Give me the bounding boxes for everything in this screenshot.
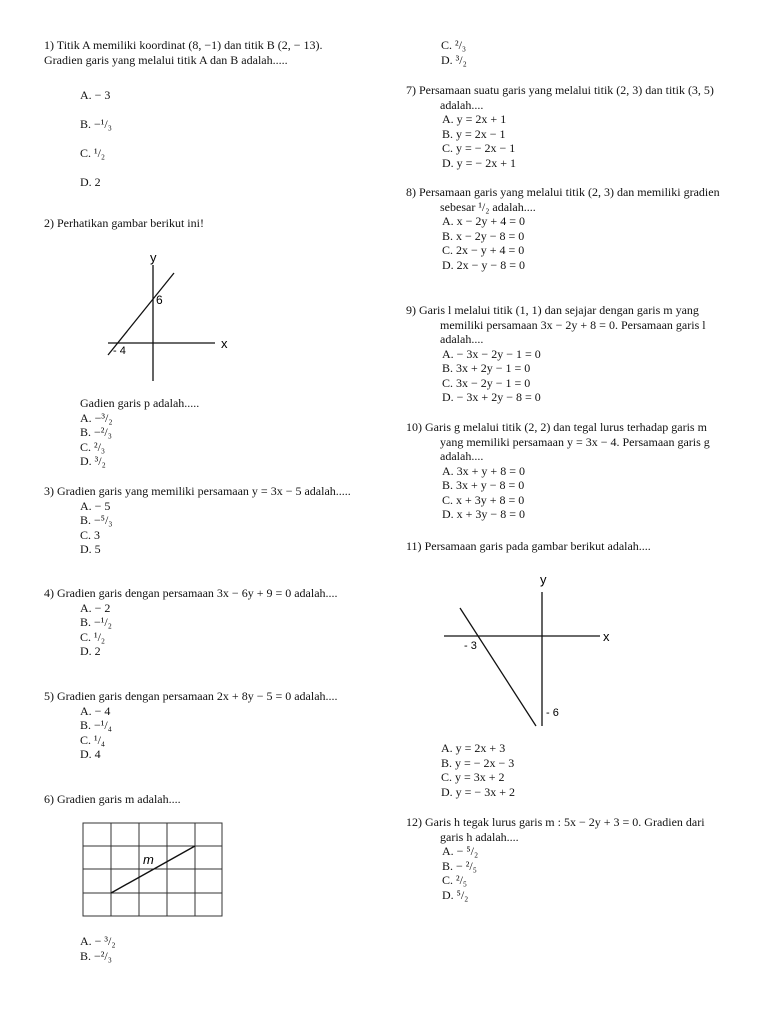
option[interactable]: C. y = 3x + 2 [441, 770, 505, 784]
question-2-options [80, 396, 360, 469]
question-6-options [80, 934, 360, 963]
question-2-subtext: Gadien garis p adalah..... [80, 396, 200, 410]
question-12-text: Garis h tegak lurus garis m : 5x − 2y + 3 = 0. Gradien dari garis h adalah.... [425, 815, 705, 844]
option[interactable]: D. y = − 3x + 2 [441, 784, 515, 799]
option[interactable]: D. ⁵/₂ [442, 887, 469, 902]
option[interactable]: C. ²/₃ [80, 439, 106, 454]
y-intercept-label: 6 [156, 293, 163, 307]
question-2: 2) Perhatikan gambar berikut ini! [44, 216, 204, 230]
x-intercept-label: - 4 [113, 345, 126, 357]
question-1-text: Titik A memiliki koordinat (8, −1) dan titik B (2, − 13). Gradien garis yang melalui titik A dan B adalah..... [44, 38, 323, 67]
option[interactable]: B. − ²/₅ [442, 858, 477, 873]
question-10: 10) Garis g melalui titik (2, 2) dan tegal lurus terhadap garis m yang memiliki persamaan y = 3x − 4. Persamaan garis g adalah.... A. 3x + y + 8 = 0 B. 3x + y − 8 = 0 C. x + 3y + 8 = 0 D. x + 3y − 8 = 0 [406, 420, 726, 522]
option[interactable]: A. − 4 [80, 703, 111, 718]
option[interactable]: A. x − 2y + 4 = 0 [442, 214, 525, 228]
question-3: 3) Gradien garis yang memiliki persamaan y = 3x − 5 adalah..... A. − 5 B. −⁵/₃ C. 3 D. 5 [44, 484, 364, 557]
option[interactable]: D. 4 [80, 747, 101, 761]
option[interactable]: D. ³/₂ [441, 52, 467, 67]
option[interactable]: C. y = − 2x − 1 [442, 141, 516, 155]
x-axis-label: x [603, 629, 610, 644]
option[interactable]: C. ¹/₄ [80, 732, 106, 747]
graph-line [460, 608, 536, 726]
option[interactable]: B. y = 2x − 1 [442, 126, 506, 141]
question-10-text: Garis g melalui titik (2, 2) dan tegal lurus terhadap garis m yang memiliki persamaan y = 3x − 4. Persamaan garis g adalah.... [425, 420, 710, 463]
question-12: 12) Garis h tegak lurus garis m : 5x − 2y + 3 = 0. Gradien dari garis h adalah.... A. − ⁵/₂ B. − ²/₅ C. ²/₅ D. ⁵/₂ [406, 815, 726, 902]
option[interactable]: C. 3 [80, 527, 101, 542]
question-2-text: Perhatikan gambar berikut ini! [57, 216, 204, 230]
option[interactable]: A. −³/₂ [80, 410, 113, 425]
question-5: 5) Gradien garis dengan persamaan 2x + 8y − 5 = 0 adalah.... A. − 4 B. −¹/₄ C. ¹/₄ D. 4 [44, 689, 364, 762]
option[interactable]: D. x + 3y − 8 = 0 [442, 507, 525, 521]
question-1: 1) Titik A memiliki koordinat (8, −1) dan titik B (2, − 13). Gradien garis yang melalui titik A dan B adalah..... A. − 3 B. −¹/₃ C. ¹/₂ D. 2 [44, 38, 364, 197]
option[interactable]: A. y = 2x + 1 [442, 112, 507, 126]
y-axis-label: y [150, 250, 157, 265]
question-4: 4) Gradien garis dengan persamaan 3x − 6y + 9 = 0 adalah.... A. − 2 B. −¹/₂ C. ¹/₂ D. 2 [44, 586, 364, 659]
question-9: 9) Garis l melalui titik (1, 1) dan sejajar dengan garis m yang memiliki persamaan 3x − 2y + 8 = 0. Persamaan garis l adalah.... A. − 3x − 2y − 1 = 0 B. 3x + 2y − 1 = 0 C. 3x − 2y − 1 = 0 D. − 3x + 2y − 8 = 0 [406, 303, 726, 405]
question-11-options [441, 741, 721, 799]
option[interactable]: A. − 5 [80, 498, 111, 513]
option[interactable]: A. − ³/₂ [80, 934, 116, 948]
option[interactable]: C. ²/₃ [441, 38, 467, 52]
line-m-label: m [143, 852, 154, 867]
question-11-text: Persamaan garis pada gambar berikut adalah.... [424, 539, 651, 553]
option[interactable]: B. −¹/₂ [80, 615, 112, 629]
question-6-options-continued [441, 38, 721, 67]
option[interactable]: A. − 3x − 2y − 1 = 0 [442, 346, 541, 361]
figure-q11-graph [440, 568, 620, 738]
option[interactable]: B. 3x + 2y − 1 = 0 [442, 361, 531, 375]
option[interactable]: C. ¹/₂ [80, 629, 106, 644]
figure-q2-graph [80, 245, 240, 385]
option[interactable]: B. −²/₃ [80, 948, 112, 963]
option[interactable]: B. 3x + y − 8 = 0 [442, 478, 525, 492]
question-5-text: Gradien garis dengan persamaan 2x + 8y − 5 = 0 adalah.... [57, 689, 338, 703]
option[interactable]: D. y = − 2x + 1 [442, 155, 516, 170]
option[interactable]: D. − 3x + 2y − 8 = 0 [442, 390, 541, 404]
option[interactable]: A. − ⁵/₂ [442, 844, 479, 858]
option[interactable]: B. −⁵/₃ [80, 513, 113, 527]
option[interactable]: B. y = − 2x − 3 [441, 755, 515, 770]
question-6-text: Gradien garis m adalah.... [57, 792, 181, 806]
option[interactable]: A. − 2 [80, 600, 111, 615]
question-9-text: Garis l melalui titik (1, 1) dan sejajar dengan garis m yang memiliki persamaan 3x − 2y + 8 = 0. Persamaan garis l adalah.... [419, 303, 706, 346]
y-axis-label: y [540, 572, 547, 587]
question-8: 8) Persamaan garis yang melalui titik (2, 3) dan memiliki gradien sebesar ¹/₂ adalah.... A. x − 2y + 4 = 0 B. x − 2y − 8 = 0 C. 2x − y + 4 = 0 D. 2x − y − 8 = 0 [406, 185, 726, 272]
option[interactable]: C. 2x − y + 4 = 0 [442, 243, 525, 257]
option[interactable]: D. 2 [80, 644, 101, 658]
question-11: 11) Persamaan garis pada gambar berikut adalah.... [406, 539, 651, 553]
option[interactable]: D. 2x − y − 8 = 0 [442, 257, 525, 272]
option[interactable]: A. y = 2x + 3 [441, 741, 506, 755]
question-7: 7) Persamaan suatu garis yang melalui titik (2, 3) dan titik (3, 5) adalah.... A. y = 2x + 1 B. y = 2x − 1 C. y = − 2x − 1 D. y = − 2x + 1 [406, 83, 726, 170]
option[interactable]: A. − 3 [80, 88, 111, 102]
option[interactable]: C. x + 3y + 8 = 0 [442, 492, 525, 507]
option[interactable]: B. −¹/₃ [80, 117, 112, 131]
option[interactable]: B. −²/₃ [80, 425, 112, 439]
question-4-text: Gradien garis dengan persamaan 3x − 6y + 9 = 0 adalah.... [57, 586, 338, 600]
question-3-text: Gradien garis yang memiliki persamaan y = 3x − 5 adalah..... [57, 484, 351, 498]
figure-q6-grid [82, 822, 224, 918]
option[interactable]: C. 3x − 2y − 1 = 0 [442, 375, 531, 390]
option[interactable]: C. ¹/₂ [80, 146, 106, 160]
option[interactable]: C. ²/₅ [442, 873, 468, 887]
y-intercept-label: - 6 [546, 707, 559, 719]
option[interactable]: D. ³/₂ [80, 454, 106, 468]
question-7-text: Persamaan suatu garis yang melalui titik (2, 3) dan titik (3, 5) adalah.... [419, 83, 714, 112]
x-intercept-label: - 3 [464, 640, 477, 652]
question-6: 6) Gradien garis m adalah.... [44, 792, 181, 806]
option[interactable]: A. 3x + y + 8 = 0 [442, 463, 525, 478]
question-8-text: Persamaan garis yang melalui titik (2, 3) dan memiliki gradien sebesar ¹/₂ adalah.... [419, 185, 720, 214]
option[interactable]: B. x − 2y − 8 = 0 [442, 228, 525, 243]
option[interactable]: D. 5 [80, 542, 101, 556]
option[interactable]: B. −¹/₄ [80, 718, 112, 732]
x-axis-label: x [221, 336, 228, 351]
option[interactable]: D. 2 [80, 175, 101, 189]
